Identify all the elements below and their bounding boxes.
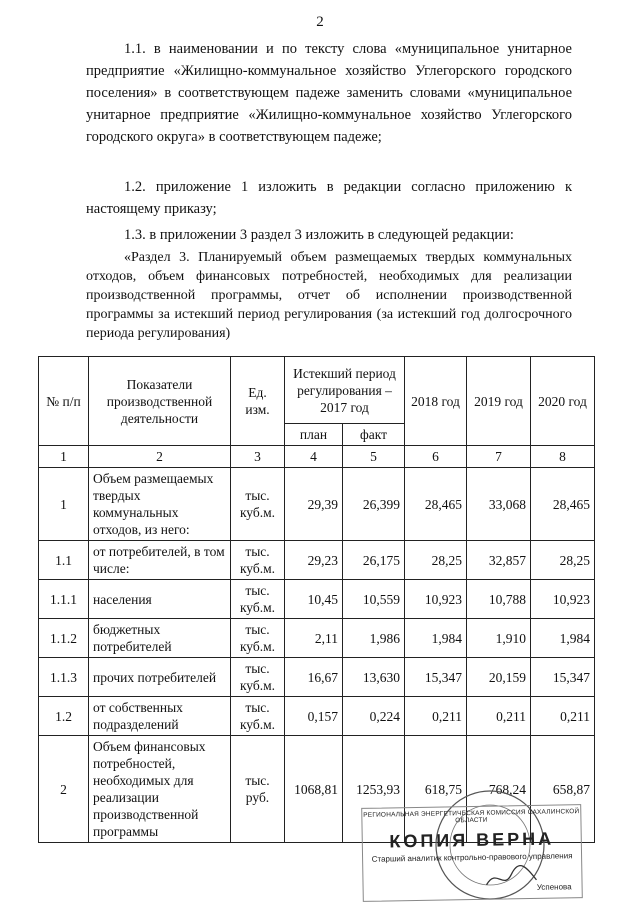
row-num: 1.1.1 [39, 580, 89, 619]
table-row [39, 468, 595, 541]
table-row [39, 658, 595, 697]
header-fact: факт [343, 424, 405, 446]
row-name: от собственных подразделений [89, 697, 231, 736]
row-2018: 0,211 [405, 697, 467, 736]
row-unit: тыс. куб.м. [231, 541, 285, 580]
table-row [39, 697, 595, 736]
row-2020: 0,211 [531, 697, 595, 736]
row-2020: 10,923 [531, 580, 595, 619]
copy-stamp [361, 804, 583, 902]
header-2019: 2019 год [467, 357, 531, 446]
row-2020: 658,87 [531, 736, 595, 843]
row-2019: 10,788 [467, 580, 531, 619]
header-2018: 2018 год [405, 357, 467, 446]
row-name: от потребителей, в том числе: [89, 541, 231, 580]
colnum: 8 [531, 446, 595, 468]
colnum: 1 [39, 446, 89, 468]
row-fact: 1,986 [343, 619, 405, 658]
header-row [39, 357, 595, 424]
row-name: Объем размещаемых твердых коммунальных отходов, из него: [89, 468, 231, 541]
colnum: 3 [231, 446, 285, 468]
row-plan: 1068,81 [285, 736, 343, 843]
row-2020: 28,465 [531, 468, 595, 541]
row-fact: 13,630 [343, 658, 405, 697]
page-number: 2 [316, 14, 324, 30]
colnum: 7 [467, 446, 531, 468]
row-plan: 16,67 [285, 658, 343, 697]
row-name: населения [89, 580, 231, 619]
header-indicator: Показатели производственной деятельности [89, 357, 231, 446]
row-num: 1.1.2 [39, 619, 89, 658]
row-fact: 26,175 [343, 541, 405, 580]
stamp-name: Успенова [536, 882, 572, 892]
row-2018: 10,923 [405, 580, 467, 619]
colnum: 6 [405, 446, 467, 468]
colnum: 2 [89, 446, 231, 468]
row-2018: 28,465 [405, 468, 467, 541]
table-row [39, 580, 595, 619]
signature-icon [481, 862, 542, 893]
row-name: бюджетных потребителей [89, 619, 231, 658]
header-unit: Ед. изм. [231, 357, 285, 446]
paragraph-1-1: 1.1. в наименовании и по тексту слова «муниципальное унитарное предприятие «Жилищно-коммунальное хозяйство Углегорского городского поселения» в соответствующем падеже заменить словами «муниципальное унитарное предприятие «Жилищно-коммунальное хозяйство Углегорского городского округа» в соответствующем падеже; [86, 41, 572, 145]
paragraph-1-2: 1.2. приложение 1 изложить в редакции согласно приложению к настоящему приказу; [86, 179, 572, 217]
production-program-table [38, 356, 595, 843]
row-unit: тыс. руб. [231, 736, 285, 843]
section-3-intro: «Раздел 3. Планируемый объем размещаемых твердых коммунальных отходов, объем финансовых потребностей, необходимых для реализации производственной программы, отчет об исполнении производственной программы за истекший период регулирования (за истекший год долгосрочного периода регулирования) [86, 250, 572, 341]
header-2020: 2020 год [531, 357, 595, 446]
row-num: 1.1.3 [39, 658, 89, 697]
row-2019: 768,24 [467, 736, 531, 843]
row-num: 2 [39, 736, 89, 843]
table-row [39, 619, 595, 658]
row-2019: 20,159 [467, 658, 531, 697]
colnum: 5 [343, 446, 405, 468]
row-2018: 15,347 [405, 658, 467, 697]
row-2018: 618,75 [405, 736, 467, 843]
row-fact: 0,224 [343, 697, 405, 736]
row-2019: 1,910 [467, 619, 531, 658]
row-2020: 1,984 [531, 619, 595, 658]
row-2020: 15,347 [531, 658, 595, 697]
row-plan: 29,39 [285, 468, 343, 541]
row-unit: тыс. куб.м. [231, 468, 285, 541]
header-plan: план [285, 424, 343, 446]
row-2020: 28,25 [531, 541, 595, 580]
stamp-role: Старший аналитик контрольно-правового управления [371, 851, 573, 864]
row-2019: 0,211 [467, 697, 531, 736]
header-past-period: Истекший период регулирования – 2017 год [285, 357, 405, 424]
column-numbers-row [39, 446, 595, 468]
row-2018: 1,984 [405, 619, 467, 658]
row-name: прочих потребителей [89, 658, 231, 697]
stamp-org: РЕГИОНАЛЬНАЯ ЭНЕРГЕТИЧЕСКАЯ КОМИССИЯ САХАЛИНСКОЙ ОБЛАСТИ [363, 808, 580, 825]
stamp-copy: КОПИЯ ВЕРНА [389, 828, 555, 852]
row-2018: 28,25 [405, 541, 467, 580]
row-unit: тыс. куб.м. [231, 697, 285, 736]
row-plan: 2,11 [285, 619, 343, 658]
row-unit: тыс. куб.м. [231, 580, 285, 619]
paragraph-1-3: 1.3. в приложении 3 раздел 3 изложить в следующей редакции: [124, 227, 514, 243]
row-2019: 33,068 [467, 468, 531, 541]
row-plan: 0,157 [285, 697, 343, 736]
row-plan: 10,45 [285, 580, 343, 619]
row-fact: 1253,93 [343, 736, 405, 843]
row-name: Объем финансовых потребностей, необходимых для реализации производственной программы [89, 736, 231, 843]
row-fact: 26,399 [343, 468, 405, 541]
row-num: 1.2 [39, 697, 89, 736]
table-row [39, 541, 595, 580]
row-num: 1.1 [39, 541, 89, 580]
row-unit: тыс. куб.м. [231, 619, 285, 658]
colnum: 4 [285, 446, 343, 468]
row-num: 1 [39, 468, 89, 541]
row-2019: 32,857 [467, 541, 531, 580]
row-fact: 10,559 [343, 580, 405, 619]
row-unit: тыс. куб.м. [231, 658, 285, 697]
header-num: № п/п [39, 357, 89, 446]
row-plan: 29,23 [285, 541, 343, 580]
